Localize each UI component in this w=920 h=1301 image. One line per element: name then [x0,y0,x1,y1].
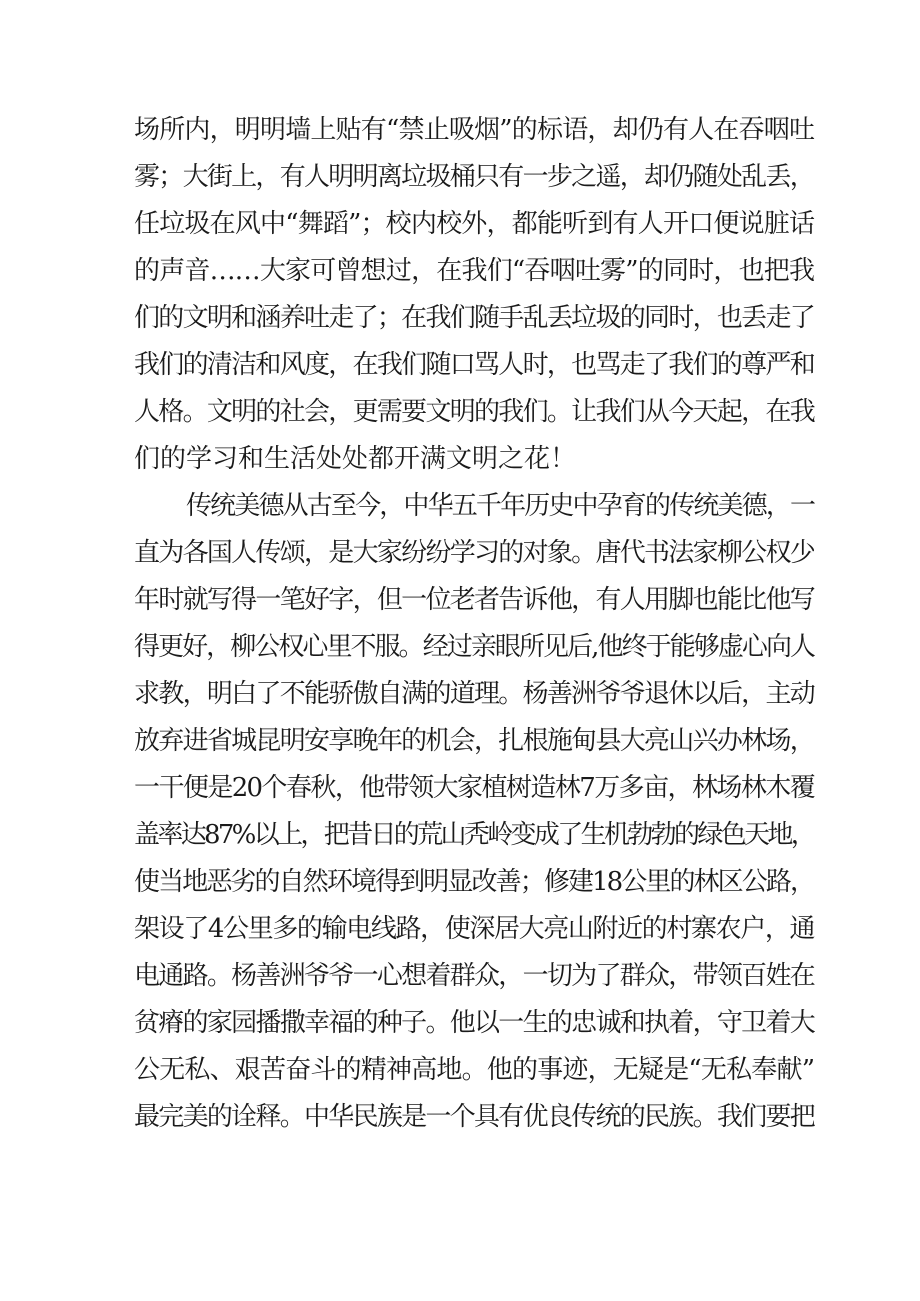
text-line: 贫瘠的家园播撒幸福的种子。他以一生的忠诚和执着，守卫着大 [134,1008,814,1038]
text-line: 场所内，明明墙上贴有“禁止吸烟”的标语，却仍有人在吞咽吐 [134,115,814,145]
text-line: 得更好，柳公权心里不服。经过亲眼所见后,他终于能够虚心向人 [134,632,814,662]
text-line: 年时就写得一笔好字，但一位老者告诉他，有人用脚也能比他写 [134,585,814,615]
paragraph-civility [134,107,814,483]
body-text [134,107,814,1141]
text-line: 放弃进省城昆明安享晚年的机会，扎根施甸县大亮山兴办林场， [134,726,814,756]
text-line: 求教，明白了不能骄傲自满的道理。杨善洲爷爷退休以后，主动 [134,679,814,709]
text-line: 使当地恶劣的自然环境得到明显改善；修建18公里的林区公路， [134,867,814,897]
text-line: 传统美德从古至今，中华五千年历史中孕育的传统美德，一 [186,491,814,521]
paragraph-traditional-virtues [134,483,814,1141]
text-line: 人格。文明的社会，更需要文明的我们。让我们从今天起，在我 [134,397,814,427]
text-line: 的声音……大家可曾想过，在我们“吞咽吐雾”的同时，也把我 [134,256,814,286]
text-line: 任垃圾在风中“舞蹈”；校内校外，都能听到有人开口便说脏话 [134,209,814,239]
text-line: 们的文明和涵养吐走了；在我们随手乱丢垃圾的同时，也丢走了 [134,303,814,333]
text-line: 电通路。杨善洲爷爷一心想着群众，一切为了群众，带领百姓在 [134,961,814,991]
text-line: 我们的清洁和风度，在我们随口骂人时，也骂走了我们的尊严和 [134,350,814,380]
text-line: 最完美的诠释。中华民族是一个具有优良传统的民族。我们要把 [134,1102,814,1132]
text-line: 一干便是20个春秋，他带领大家植树造林7万多亩，林场林木覆 [134,773,814,803]
text-line: 盖率达87%以上，把昔日的荒山秃岭变成了生机勃勃的绿色天地， [134,820,814,850]
text-line: 架设了4公里多的输电线路，使深居大亮山附近的村寨农户，通 [134,914,814,944]
text-line: 公无私、艰苦奋斗的精神高地。他的事迹，无疑是“无私奉献” [134,1055,814,1085]
text-line: 雾；大街上，有人明明离垃圾桶只有一步之遥，却仍随处乱丢， [134,162,814,192]
text-line: 直为各国人传颂，是大家纷纷学习的对象。唐代书法家柳公权少 [134,538,814,568]
text-line: 们的学习和生活处处都开满文明之花！ [134,444,577,474]
